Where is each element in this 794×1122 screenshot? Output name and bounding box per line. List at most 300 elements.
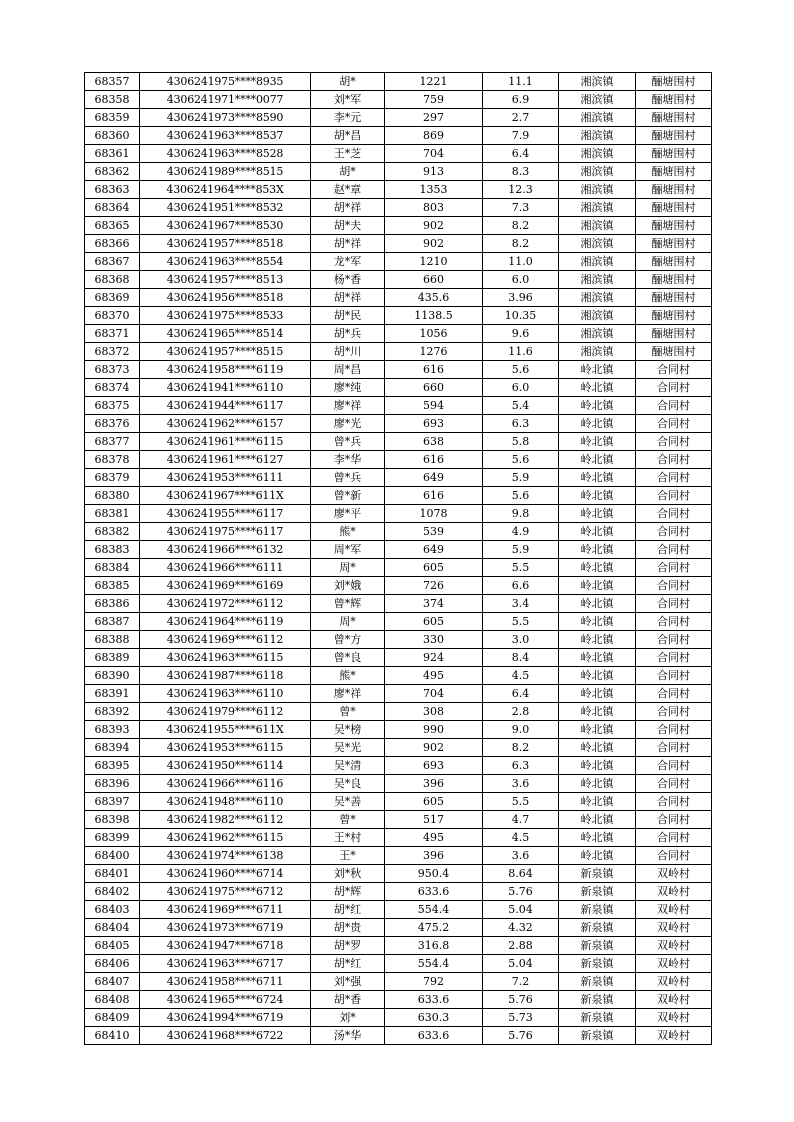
- quantity-cell: 9.6: [483, 325, 559, 343]
- quantity-cell: 7.3: [483, 199, 559, 217]
- village-cell: 酾塘围村: [636, 199, 712, 217]
- table-row: [85, 973, 712, 991]
- town-cell: 湘滨镇: [559, 109, 636, 127]
- amount-cell: 495: [385, 829, 483, 847]
- quantity-cell: 3.0: [483, 631, 559, 649]
- amount-cell: 924: [385, 649, 483, 667]
- village-cell: 双岭村: [636, 865, 712, 883]
- amount-cell: 630.3: [385, 1009, 483, 1027]
- name-cell: 胡*川: [311, 343, 385, 361]
- quantity-cell: 10.35: [483, 307, 559, 325]
- town-cell: 岭北镇: [559, 703, 636, 721]
- amount-cell: 1221: [385, 73, 483, 91]
- table-row: [85, 289, 712, 307]
- amount-cell: 594: [385, 397, 483, 415]
- town-cell: 岭北镇: [559, 397, 636, 415]
- quantity-cell: 5.9: [483, 541, 559, 559]
- id-number-cell: 4306241982****6112: [140, 811, 311, 829]
- town-cell: 湘滨镇: [559, 307, 636, 325]
- quantity-cell: 5.8: [483, 433, 559, 451]
- amount-cell: 616: [385, 361, 483, 379]
- town-cell: 岭北镇: [559, 685, 636, 703]
- id-number-cell: 4306241961****6127: [140, 451, 311, 469]
- name-cell: 刘*强: [311, 973, 385, 991]
- table-row: [85, 271, 712, 289]
- village-cell: 酾塘围村: [636, 289, 712, 307]
- table-row: [85, 865, 712, 883]
- village-cell: 双岭村: [636, 1009, 712, 1027]
- serial-number-cell: 68385: [85, 577, 140, 595]
- town-cell: 新泉镇: [559, 901, 636, 919]
- quantity-cell: 7.2: [483, 973, 559, 991]
- serial-number-cell: 68360: [85, 127, 140, 145]
- id-number-cell: 4306241969****6112: [140, 631, 311, 649]
- name-cell: 李*元: [311, 109, 385, 127]
- serial-number-cell: 68391: [85, 685, 140, 703]
- village-cell: 酾塘围村: [636, 109, 712, 127]
- amount-cell: 869: [385, 127, 483, 145]
- id-number-cell: 4306241965****6724: [140, 991, 311, 1009]
- town-cell: 湘滨镇: [559, 253, 636, 271]
- table-row: [85, 433, 712, 451]
- id-number-cell: 4306241975****6117: [140, 523, 311, 541]
- id-number-cell: 4306241972****6112: [140, 595, 311, 613]
- id-number-cell: 4306241948****6110: [140, 793, 311, 811]
- serial-number-cell: 68410: [85, 1027, 140, 1045]
- amount-cell: 633.6: [385, 991, 483, 1009]
- serial-number-cell: 68373: [85, 361, 140, 379]
- serial-number-cell: 68377: [85, 433, 140, 451]
- table-row: [85, 613, 712, 631]
- id-number-cell: 4306241975****6712: [140, 883, 311, 901]
- serial-number-cell: 68407: [85, 973, 140, 991]
- id-number-cell: 4306241961****6115: [140, 433, 311, 451]
- serial-number-cell: 68409: [85, 1009, 140, 1027]
- table-row: [85, 1027, 712, 1045]
- amount-cell: 605: [385, 793, 483, 811]
- town-cell: 岭北镇: [559, 415, 636, 433]
- name-cell: 胡*: [311, 73, 385, 91]
- town-cell: 湘滨镇: [559, 73, 636, 91]
- amount-cell: 693: [385, 415, 483, 433]
- name-cell: 赵*章: [311, 181, 385, 199]
- name-cell: 周*军: [311, 541, 385, 559]
- quantity-cell: 5.6: [483, 451, 559, 469]
- town-cell: 岭北镇: [559, 541, 636, 559]
- id-number-cell: 4306241964****6119: [140, 613, 311, 631]
- village-cell: 双岭村: [636, 937, 712, 955]
- town-cell: 岭北镇: [559, 793, 636, 811]
- serial-number-cell: 68358: [85, 91, 140, 109]
- town-cell: 岭北镇: [559, 595, 636, 613]
- id-number-cell: 4306241966****6116: [140, 775, 311, 793]
- id-number-cell: 4306241968****6722: [140, 1027, 311, 1045]
- amount-cell: 297: [385, 109, 483, 127]
- quantity-cell: 11.1: [483, 73, 559, 91]
- village-cell: 合同村: [636, 379, 712, 397]
- serial-number-cell: 68390: [85, 667, 140, 685]
- serial-number-cell: 68357: [85, 73, 140, 91]
- amount-cell: 435.6: [385, 289, 483, 307]
- serial-number-cell: 68372: [85, 343, 140, 361]
- amount-cell: 803: [385, 199, 483, 217]
- town-cell: 湘滨镇: [559, 199, 636, 217]
- name-cell: 胡*昌: [311, 127, 385, 145]
- town-cell: 湘滨镇: [559, 163, 636, 181]
- table-row: [85, 163, 712, 181]
- village-cell: 合同村: [636, 397, 712, 415]
- town-cell: 新泉镇: [559, 955, 636, 973]
- serial-number-cell: 68403: [85, 901, 140, 919]
- amount-cell: 330: [385, 631, 483, 649]
- quantity-cell: 3.96: [483, 289, 559, 307]
- village-cell: 合同村: [636, 703, 712, 721]
- amount-cell: 660: [385, 379, 483, 397]
- table-row: [85, 739, 712, 757]
- serial-number-cell: 68382: [85, 523, 140, 541]
- table-row: [85, 541, 712, 559]
- table-row: [85, 667, 712, 685]
- table-row: [85, 901, 712, 919]
- town-cell: 岭北镇: [559, 613, 636, 631]
- town-cell: 新泉镇: [559, 1009, 636, 1027]
- village-cell: 合同村: [636, 451, 712, 469]
- quantity-cell: 8.3: [483, 163, 559, 181]
- serial-number-cell: 68387: [85, 613, 140, 631]
- name-cell: 胡*红: [311, 901, 385, 919]
- table-row: [85, 721, 712, 739]
- id-number-cell: 4306241944****6117: [140, 397, 311, 415]
- amount-cell: 693: [385, 757, 483, 775]
- name-cell: 曾*辉: [311, 595, 385, 613]
- village-cell: 合同村: [636, 757, 712, 775]
- table-row: [85, 451, 712, 469]
- quantity-cell: 9.8: [483, 505, 559, 523]
- town-cell: 新泉镇: [559, 883, 636, 901]
- quantity-cell: 5.4: [483, 397, 559, 415]
- quantity-cell: 6.6: [483, 577, 559, 595]
- table-row: [85, 145, 712, 163]
- name-cell: 廖*纯: [311, 379, 385, 397]
- table-row: [85, 343, 712, 361]
- village-cell: 合同村: [636, 829, 712, 847]
- village-cell: 合同村: [636, 685, 712, 703]
- serial-number-cell: 68404: [85, 919, 140, 937]
- serial-number-cell: 68378: [85, 451, 140, 469]
- serial-number-cell: 68386: [85, 595, 140, 613]
- id-number-cell: 4306241989****8515: [140, 163, 311, 181]
- id-number-cell: 4306241966****6132: [140, 541, 311, 559]
- serial-number-cell: 68392: [85, 703, 140, 721]
- town-cell: 岭北镇: [559, 559, 636, 577]
- town-cell: 岭北镇: [559, 379, 636, 397]
- quantity-cell: 4.32: [483, 919, 559, 937]
- serial-number-cell: 68374: [85, 379, 140, 397]
- town-cell: 湘滨镇: [559, 91, 636, 109]
- name-cell: 胡*: [311, 163, 385, 181]
- quantity-cell: 6.4: [483, 145, 559, 163]
- table-row: [85, 523, 712, 541]
- amount-cell: 638: [385, 433, 483, 451]
- name-cell: 廖*光: [311, 415, 385, 433]
- amount-cell: 1138.5: [385, 307, 483, 325]
- quantity-cell: 8.2: [483, 217, 559, 235]
- amount-cell: 902: [385, 217, 483, 235]
- table-row: [85, 253, 712, 271]
- table-row: [85, 685, 712, 703]
- village-cell: 合同村: [636, 415, 712, 433]
- table-row: [85, 73, 712, 91]
- amount-cell: 616: [385, 487, 483, 505]
- serial-number-cell: 68399: [85, 829, 140, 847]
- name-cell: 周*昌: [311, 361, 385, 379]
- id-number-cell: 4306241955****6117: [140, 505, 311, 523]
- town-cell: 岭北镇: [559, 667, 636, 685]
- quantity-cell: 5.5: [483, 559, 559, 577]
- name-cell: 廖*祥: [311, 685, 385, 703]
- town-cell: 岭北镇: [559, 847, 636, 865]
- serial-number-cell: 68398: [85, 811, 140, 829]
- table-row: [85, 181, 712, 199]
- id-number-cell: 4306241960****6714: [140, 865, 311, 883]
- village-cell: 合同村: [636, 667, 712, 685]
- name-cell: 胡*民: [311, 307, 385, 325]
- amount-cell: 649: [385, 541, 483, 559]
- id-number-cell: 4306241958****6119: [140, 361, 311, 379]
- town-cell: 湘滨镇: [559, 235, 636, 253]
- id-number-cell: 4306241966****6111: [140, 559, 311, 577]
- table-row: [85, 775, 712, 793]
- quantity-cell: 4.5: [483, 667, 559, 685]
- quantity-cell: 11.0: [483, 253, 559, 271]
- town-cell: 岭北镇: [559, 451, 636, 469]
- village-cell: 合同村: [636, 559, 712, 577]
- id-number-cell: 4306241979****6112: [140, 703, 311, 721]
- name-cell: 杨*香: [311, 271, 385, 289]
- town-cell: 湘滨镇: [559, 217, 636, 235]
- town-cell: 岭北镇: [559, 721, 636, 739]
- id-number-cell: 4306241969****6169: [140, 577, 311, 595]
- town-cell: 岭北镇: [559, 469, 636, 487]
- quantity-cell: 7.9: [483, 127, 559, 145]
- town-cell: 湘滨镇: [559, 145, 636, 163]
- serial-number-cell: 68368: [85, 271, 140, 289]
- village-cell: 合同村: [636, 433, 712, 451]
- id-number-cell: 4306241964****853X: [140, 181, 311, 199]
- name-cell: 曾*良: [311, 649, 385, 667]
- table-row: [85, 937, 712, 955]
- table-row: [85, 505, 712, 523]
- id-number-cell: 4306241963****6115: [140, 649, 311, 667]
- town-cell: 岭北镇: [559, 829, 636, 847]
- name-cell: 刘*: [311, 1009, 385, 1027]
- quantity-cell: 8.64: [483, 865, 559, 883]
- id-number-cell: 4306241953****6115: [140, 739, 311, 757]
- id-number-cell: 4306241963****8528: [140, 145, 311, 163]
- village-cell: 酾塘围村: [636, 325, 712, 343]
- town-cell: 岭北镇: [559, 523, 636, 541]
- village-cell: 合同村: [636, 793, 712, 811]
- quantity-cell: 8.2: [483, 235, 559, 253]
- town-cell: 岭北镇: [559, 739, 636, 757]
- table-row: [85, 235, 712, 253]
- table-row: [85, 577, 712, 595]
- quantity-cell: 5.9: [483, 469, 559, 487]
- amount-cell: 1210: [385, 253, 483, 271]
- town-cell: 湘滨镇: [559, 181, 636, 199]
- serial-number-cell: 68384: [85, 559, 140, 577]
- id-number-cell: 4306241975****8533: [140, 307, 311, 325]
- table-row: [85, 559, 712, 577]
- amount-cell: 554.4: [385, 901, 483, 919]
- quantity-cell: 8.2: [483, 739, 559, 757]
- table-row: [85, 469, 712, 487]
- name-cell: 吴*善: [311, 793, 385, 811]
- table-row: [85, 361, 712, 379]
- amount-cell: 396: [385, 775, 483, 793]
- quantity-cell: 6.4: [483, 685, 559, 703]
- village-cell: 双岭村: [636, 919, 712, 937]
- table-row: [85, 883, 712, 901]
- table-row: [85, 487, 712, 505]
- village-cell: 合同村: [636, 505, 712, 523]
- amount-cell: 554.4: [385, 955, 483, 973]
- quantity-cell: 5.76: [483, 1027, 559, 1045]
- id-number-cell: 4306241941****6110: [140, 379, 311, 397]
- quantity-cell: 4.5: [483, 829, 559, 847]
- village-cell: 合同村: [636, 721, 712, 739]
- quantity-cell: 5.76: [483, 883, 559, 901]
- quantity-cell: 5.04: [483, 955, 559, 973]
- id-number-cell: 4306241947****6718: [140, 937, 311, 955]
- village-cell: 酾塘围村: [636, 73, 712, 91]
- town-cell: 岭北镇: [559, 577, 636, 595]
- amount-cell: 1056: [385, 325, 483, 343]
- name-cell: 吴*榜: [311, 721, 385, 739]
- table-row: [85, 127, 712, 145]
- table-row: [85, 811, 712, 829]
- serial-number-cell: 68389: [85, 649, 140, 667]
- amount-cell: 605: [385, 613, 483, 631]
- id-number-cell: 4306241963****6110: [140, 685, 311, 703]
- village-cell: 合同村: [636, 847, 712, 865]
- town-cell: 岭北镇: [559, 487, 636, 505]
- name-cell: 熊*: [311, 667, 385, 685]
- village-cell: 合同村: [636, 739, 712, 757]
- serial-number-cell: 68396: [85, 775, 140, 793]
- serial-number-cell: 68367: [85, 253, 140, 271]
- name-cell: 胡*罗: [311, 937, 385, 955]
- id-number-cell: 4306241962****6157: [140, 415, 311, 433]
- village-cell: 酾塘围村: [636, 271, 712, 289]
- name-cell: 周*: [311, 559, 385, 577]
- id-number-cell: 4306241971****0077: [140, 91, 311, 109]
- name-cell: 吴*清: [311, 757, 385, 775]
- name-cell: 廖*祥: [311, 397, 385, 415]
- quantity-cell: 12.3: [483, 181, 559, 199]
- village-cell: 合同村: [636, 595, 712, 613]
- town-cell: 岭北镇: [559, 811, 636, 829]
- name-cell: 龙*军: [311, 253, 385, 271]
- amount-cell: 704: [385, 145, 483, 163]
- name-cell: 胡*兵: [311, 325, 385, 343]
- village-cell: 酾塘围村: [636, 127, 712, 145]
- table-row: [85, 307, 712, 325]
- quantity-cell: 5.5: [483, 793, 559, 811]
- village-cell: 合同村: [636, 613, 712, 631]
- name-cell: 曾*兵: [311, 469, 385, 487]
- amount-cell: 759: [385, 91, 483, 109]
- table-row: [85, 955, 712, 973]
- name-cell: 王*村: [311, 829, 385, 847]
- amount-cell: 633.6: [385, 883, 483, 901]
- quantity-cell: 3.4: [483, 595, 559, 613]
- id-number-cell: 4306241963****8537: [140, 127, 311, 145]
- name-cell: 汤*华: [311, 1027, 385, 1045]
- quantity-cell: 8.4: [483, 649, 559, 667]
- serial-number-cell: 68381: [85, 505, 140, 523]
- serial-number-cell: 68393: [85, 721, 140, 739]
- quantity-cell: 5.76: [483, 991, 559, 1009]
- amount-cell: 792: [385, 973, 483, 991]
- serial-number-cell: 68370: [85, 307, 140, 325]
- amount-cell: 517: [385, 811, 483, 829]
- quantity-cell: 6.0: [483, 271, 559, 289]
- table-row: [85, 991, 712, 1009]
- serial-number-cell: 68365: [85, 217, 140, 235]
- quantity-cell: 9.0: [483, 721, 559, 739]
- town-cell: 湘滨镇: [559, 127, 636, 145]
- table-row: [85, 325, 712, 343]
- serial-number-cell: 68394: [85, 739, 140, 757]
- name-cell: 吴*光: [311, 739, 385, 757]
- amount-cell: 726: [385, 577, 483, 595]
- quantity-cell: 2.88: [483, 937, 559, 955]
- id-number-cell: 4306241987****6118: [140, 667, 311, 685]
- name-cell: 周*: [311, 613, 385, 631]
- village-cell: 合同村: [636, 649, 712, 667]
- quantity-cell: 3.6: [483, 847, 559, 865]
- name-cell: 刘*秋: [311, 865, 385, 883]
- serial-number-cell: 68379: [85, 469, 140, 487]
- village-cell: 合同村: [636, 487, 712, 505]
- table-row: [85, 847, 712, 865]
- village-cell: 双岭村: [636, 955, 712, 973]
- table-row: [85, 829, 712, 847]
- serial-number-cell: 68376: [85, 415, 140, 433]
- serial-number-cell: 68400: [85, 847, 140, 865]
- village-cell: 双岭村: [636, 901, 712, 919]
- amount-cell: 1078: [385, 505, 483, 523]
- id-number-cell: 4306241963****8554: [140, 253, 311, 271]
- id-number-cell: 4306241958****6711: [140, 973, 311, 991]
- village-cell: 酾塘围村: [636, 235, 712, 253]
- table-row: [85, 199, 712, 217]
- town-cell: 岭北镇: [559, 433, 636, 451]
- data-table: [84, 72, 712, 1045]
- serial-number-cell: 68405: [85, 937, 140, 955]
- serial-number-cell: 68363: [85, 181, 140, 199]
- village-cell: 双岭村: [636, 991, 712, 1009]
- town-cell: 新泉镇: [559, 937, 636, 955]
- amount-cell: 633.6: [385, 1027, 483, 1045]
- amount-cell: 1353: [385, 181, 483, 199]
- table-row: [85, 703, 712, 721]
- table-row: [85, 415, 712, 433]
- serial-number-cell: 68361: [85, 145, 140, 163]
- name-cell: 曾*方: [311, 631, 385, 649]
- id-number-cell: 4306241967****611X: [140, 487, 311, 505]
